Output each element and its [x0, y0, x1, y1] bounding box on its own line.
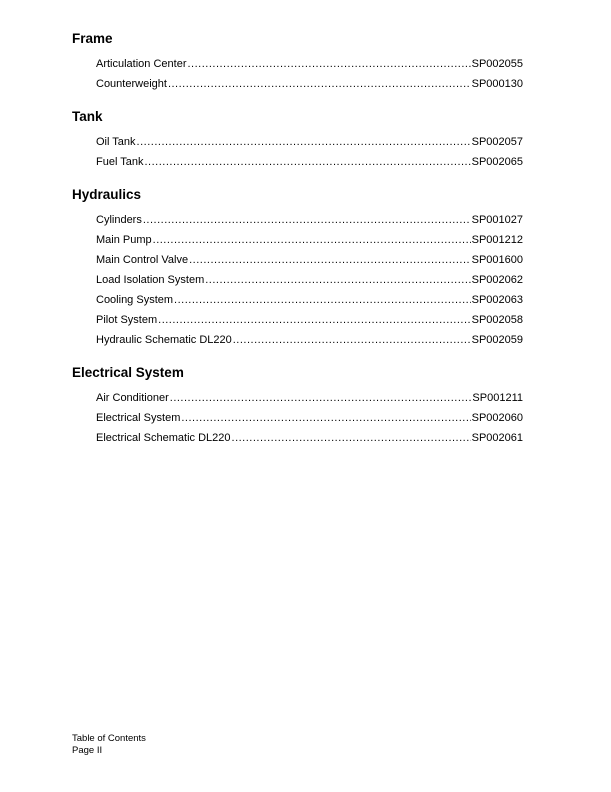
- entry-title: Main Pump: [96, 234, 152, 246]
- entry-title: Electrical System: [96, 412, 181, 424]
- section-title: Electrical System: [72, 365, 184, 380]
- entry-title: Main Control Valve: [96, 254, 189, 266]
- toc-section-electrical-system: [72, 364, 523, 448]
- entry-code: SP002057: [471, 136, 523, 148]
- entry-code: SP002063: [471, 294, 523, 306]
- section-entries: [96, 132, 523, 172]
- toc-entry[interactable]: [96, 408, 523, 428]
- toc-entry[interactable]: [96, 330, 523, 350]
- entry-code: SP002060: [471, 412, 523, 424]
- section-entries: [96, 210, 523, 350]
- entry-code: SP002058: [471, 314, 523, 326]
- entry-code: SP001027: [471, 214, 523, 226]
- dot-leader: [205, 270, 470, 290]
- toc-entry[interactable]: [96, 310, 523, 330]
- toc-entry[interactable]: [96, 230, 523, 250]
- entry-title: Cooling System: [96, 294, 174, 306]
- dot-leader: [143, 210, 471, 230]
- entry-code: SP002062: [471, 274, 523, 286]
- toc-entry[interactable]: [96, 428, 523, 448]
- section-entries: [96, 388, 523, 448]
- dot-leader: [145, 152, 471, 172]
- toc-section-tank: [72, 108, 523, 172]
- entry-code: SP001211: [472, 392, 523, 404]
- entry-title: Counterweight: [96, 78, 167, 90]
- section-title: Frame: [72, 31, 113, 46]
- entry-code: SP002059: [471, 334, 523, 346]
- dot-leader: [232, 428, 471, 448]
- entry-code: SP002055: [471, 58, 523, 70]
- toc-entry[interactable]: [96, 152, 523, 172]
- entry-code: SP001600: [471, 254, 523, 266]
- table-of-contents: [72, 30, 523, 462]
- footer-page-number: Page II: [72, 745, 103, 756]
- section-title: Hydraulics: [72, 187, 142, 202]
- section-title: Tank: [72, 109, 103, 124]
- entry-code: SP002065: [471, 156, 523, 168]
- entry-title: Articulation Center: [96, 58, 187, 70]
- section-entries: [96, 54, 523, 94]
- dot-leader: [170, 388, 472, 408]
- dot-leader: [181, 408, 470, 428]
- entry-title: Electrical Schematic DL220: [96, 432, 231, 444]
- toc-section-hydraulics: [72, 186, 523, 350]
- dot-leader: [188, 54, 471, 74]
- dot-leader: [189, 250, 470, 270]
- dot-leader: [174, 290, 471, 310]
- entry-title: Pilot System: [96, 314, 158, 326]
- entry-code: SP002061: [471, 432, 523, 444]
- page-footer: [72, 733, 146, 757]
- entry-title: Fuel Tank: [96, 156, 144, 168]
- toc-entry[interactable]: [96, 270, 523, 290]
- entry-title: Hydraulic Schematic DL220: [96, 334, 232, 346]
- toc-entry[interactable]: [96, 388, 523, 408]
- toc-entry[interactable]: [96, 210, 523, 230]
- dot-leader: [137, 132, 471, 152]
- toc-entry[interactable]: [96, 132, 523, 152]
- dot-leader: [153, 230, 471, 250]
- toc-section-frame: [72, 30, 523, 94]
- entry-code: SP000130: [471, 78, 523, 90]
- entry-title: Air Conditioner: [96, 392, 169, 404]
- footer-doc-title: Table of Contents: [72, 733, 146, 744]
- toc-entry[interactable]: [96, 54, 523, 74]
- dot-leader: [158, 310, 470, 330]
- toc-entry[interactable]: [96, 74, 523, 94]
- entry-code: SP001212: [471, 234, 523, 246]
- dot-leader: [168, 74, 471, 94]
- entry-title: Load Isolation System: [96, 274, 205, 286]
- entry-title: Cylinders: [96, 214, 142, 226]
- entry-title: Oil Tank: [96, 136, 136, 148]
- dot-leader: [233, 330, 471, 350]
- toc-entry[interactable]: [96, 290, 523, 310]
- toc-entry[interactable]: [96, 250, 523, 270]
